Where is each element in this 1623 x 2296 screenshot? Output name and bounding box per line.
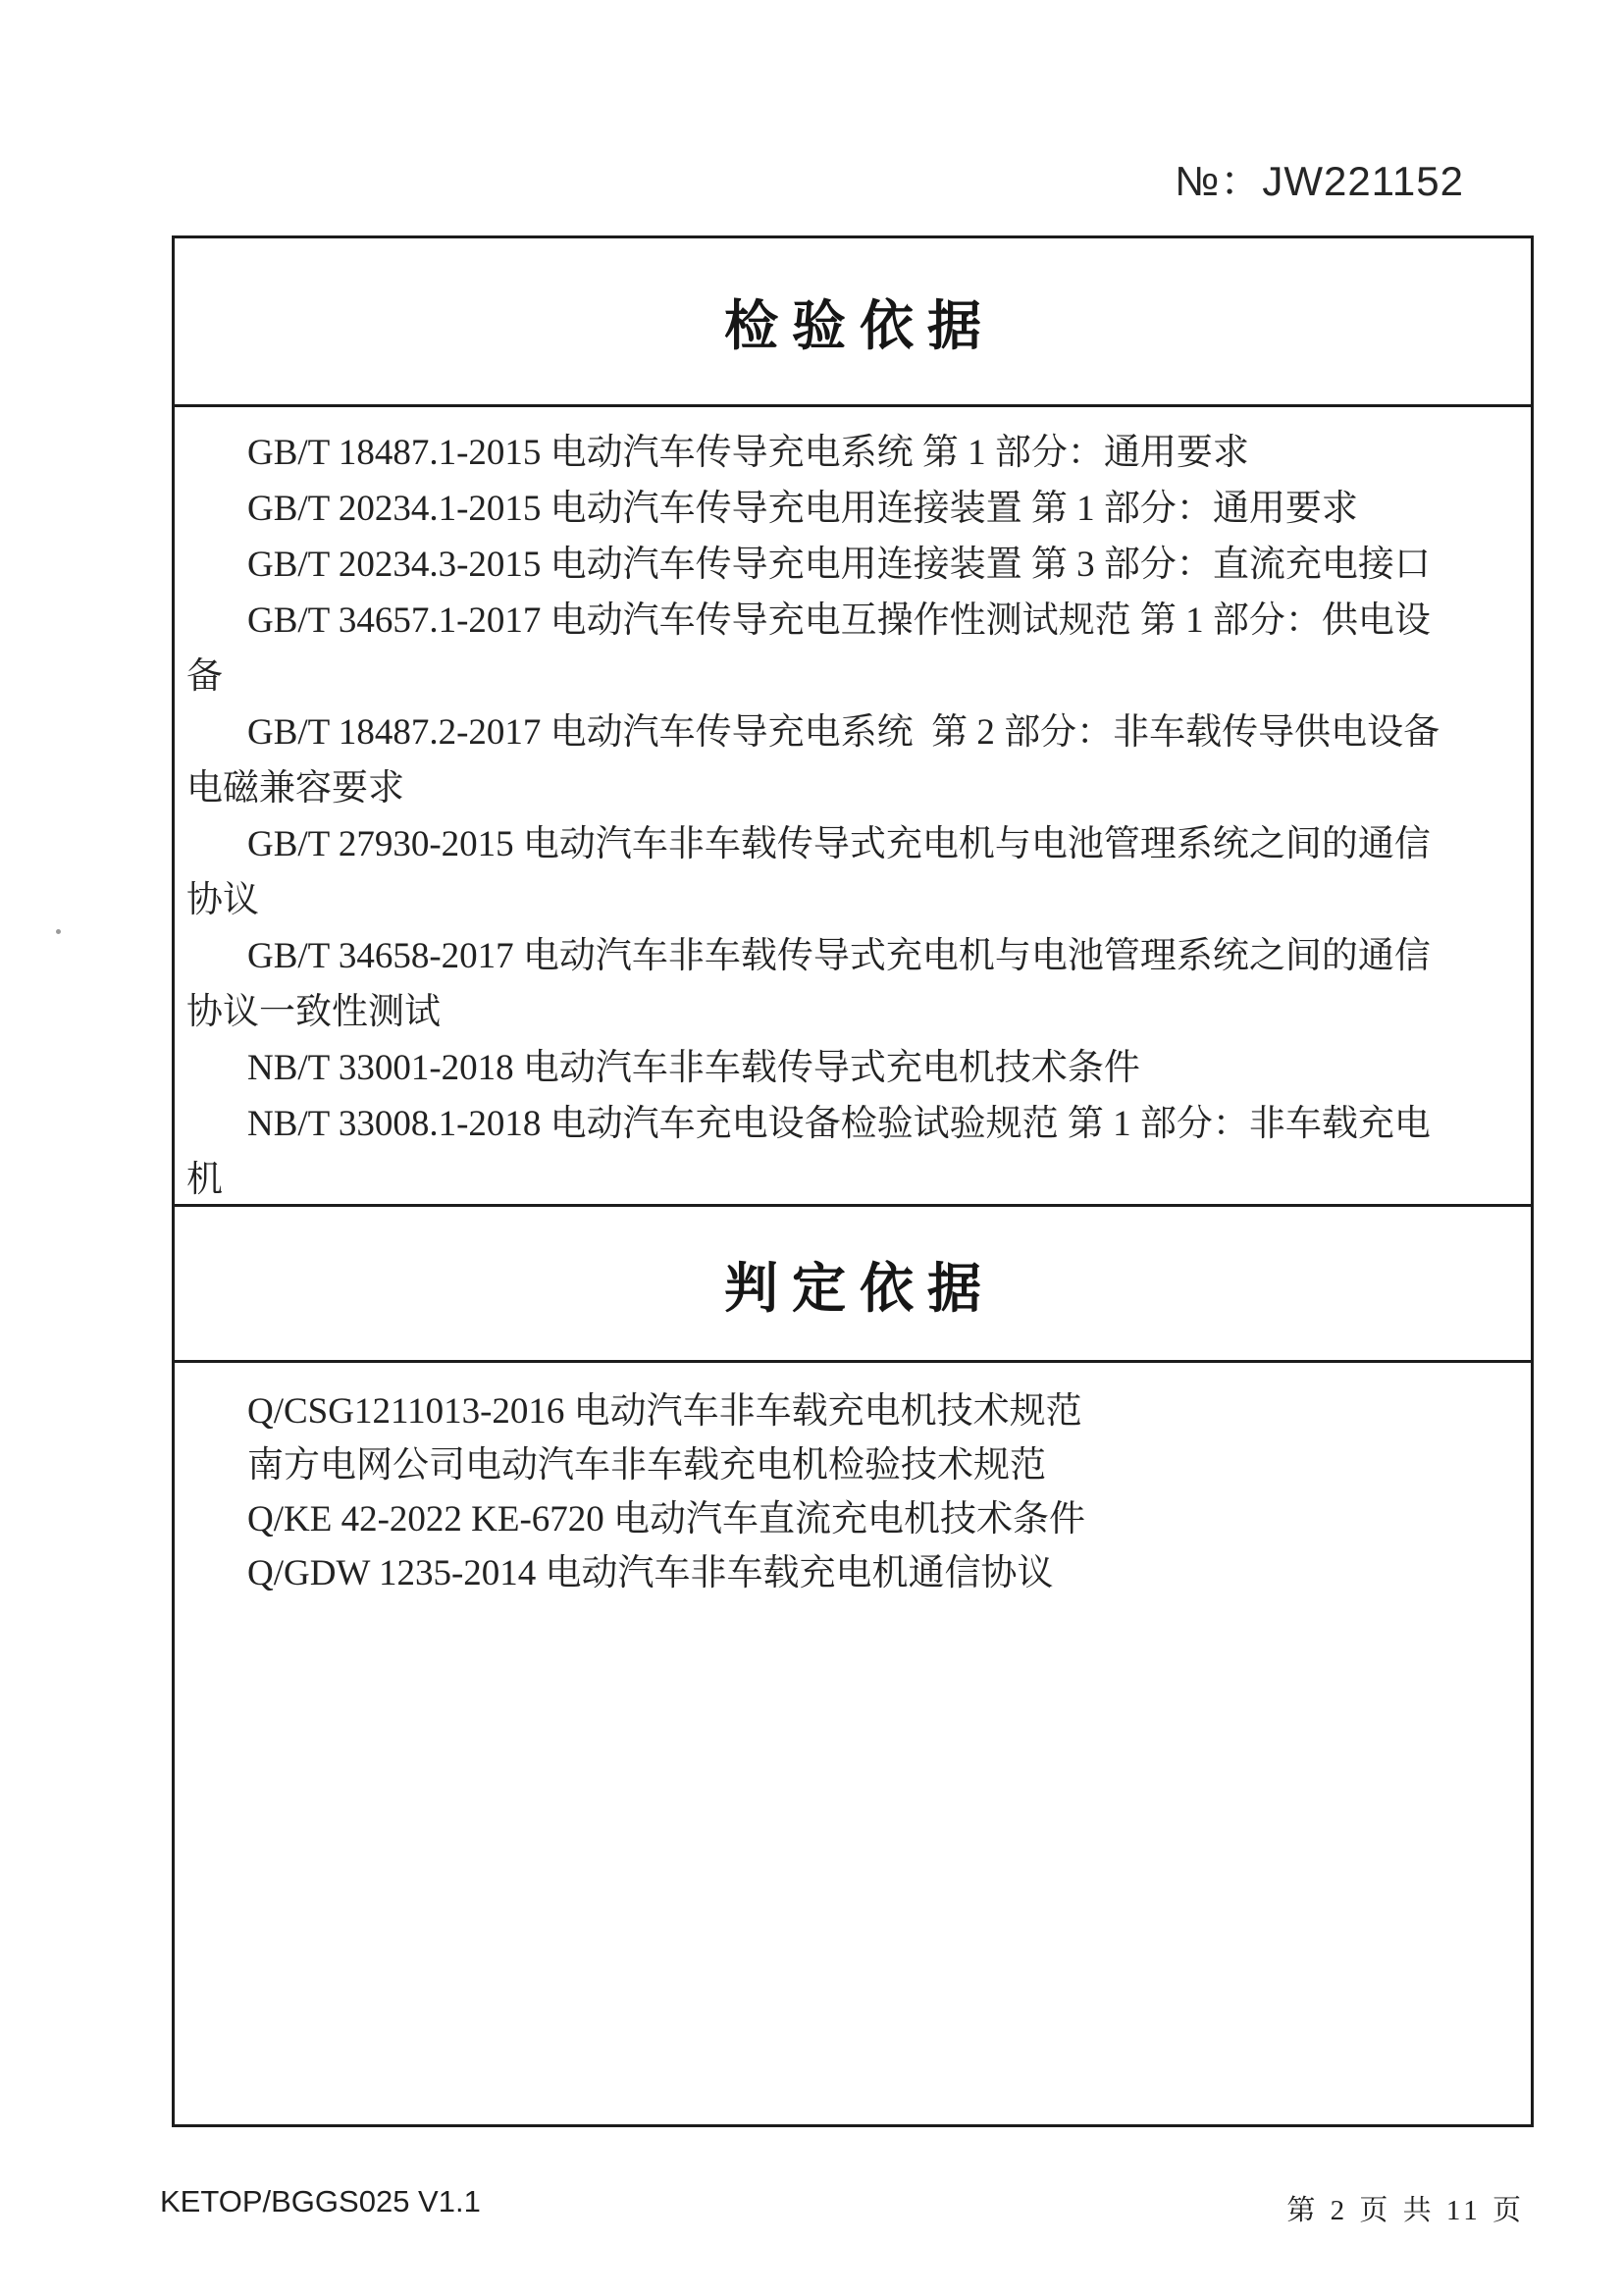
section-title-inspection-basis: 检验依据 [723, 295, 995, 356]
footer-form-code: KETOP/BGGS025 V1.1 [160, 2184, 481, 2218]
standard-line: 电磁兼容要求 [186, 768, 404, 809]
standard-line: GB/T 18487.1-2015 电动汽车传导充电系统 第 1 部分：通用要求 [247, 433, 1249, 473]
standard-line: GB/T 34657.1-2017 电动汽车传导充电互操作性测试规范 第 1 部分：供电设 [247, 600, 1431, 641]
section-title-judgment-basis: 判定依据 [723, 1257, 995, 1319]
standard-line: Q/CSG1211013-2016 电动汽车非车载充电机技术规范 [247, 1391, 1082, 1432]
judgment-standards-list [175, 1363, 1531, 2124]
footer-page-number: 第 2 页 共 11 页 [1286, 2195, 1525, 2226]
standard-line: GB/T 20234.1-2015 电动汽车传导充电用连接装置 第 1 部分：通用要求 [247, 489, 1358, 529]
standard-line: NB/T 33001-2018 电动汽车非车载传导式充电机技术条件 [247, 1048, 1140, 1088]
doc-number: №：JW221152 [1175, 158, 1464, 204]
inspection-standards-list [175, 407, 1531, 1204]
standard-line: 备 [186, 656, 223, 697]
standard-line: GB/T 27930-2015 电动汽车非车载传导式充电机与电池管理系统之间的通信 [247, 824, 1431, 864]
standard-line: NB/T 33008.1-2018 电动汽车充电设备检验试验规范 第 1 部分：非车载充电 [247, 1104, 1431, 1144]
report-box [172, 235, 1534, 2127]
standard-line: Q/KE 42-2022 KE-6720 电动汽车直流充电机技术条件 [247, 1499, 1086, 1539]
standard-line: 南方电网公司电动汽车非车载充电机检验技术规范 [247, 1445, 1046, 1486]
standard-line: GB/T 20234.3-2015 电动汽车传导充电用连接装置 第 3 部分：直流充电接口 [247, 545, 1431, 585]
section-header-inspection-basis [175, 238, 1531, 407]
scan-artifact-dot [56, 929, 61, 934]
standard-line: 协议 [186, 880, 259, 920]
standard-line: 协议一致性测试 [186, 992, 441, 1032]
standard-line: GB/T 18487.2-2017 电动汽车传导充电系统 第 2 部分：非车载传导供电设备 [247, 712, 1440, 753]
standard-line: GB/T 34658-2017 电动汽车非车载传导式充电机与电池管理系统之间的通信 [247, 936, 1431, 976]
standard-line: Q/GDW 1235-2014 电动汽车非车载充电机通信协议 [247, 1553, 1054, 1593]
standard-line: 机 [186, 1160, 223, 1200]
section-header-judgment-basis [175, 1204, 1531, 1363]
